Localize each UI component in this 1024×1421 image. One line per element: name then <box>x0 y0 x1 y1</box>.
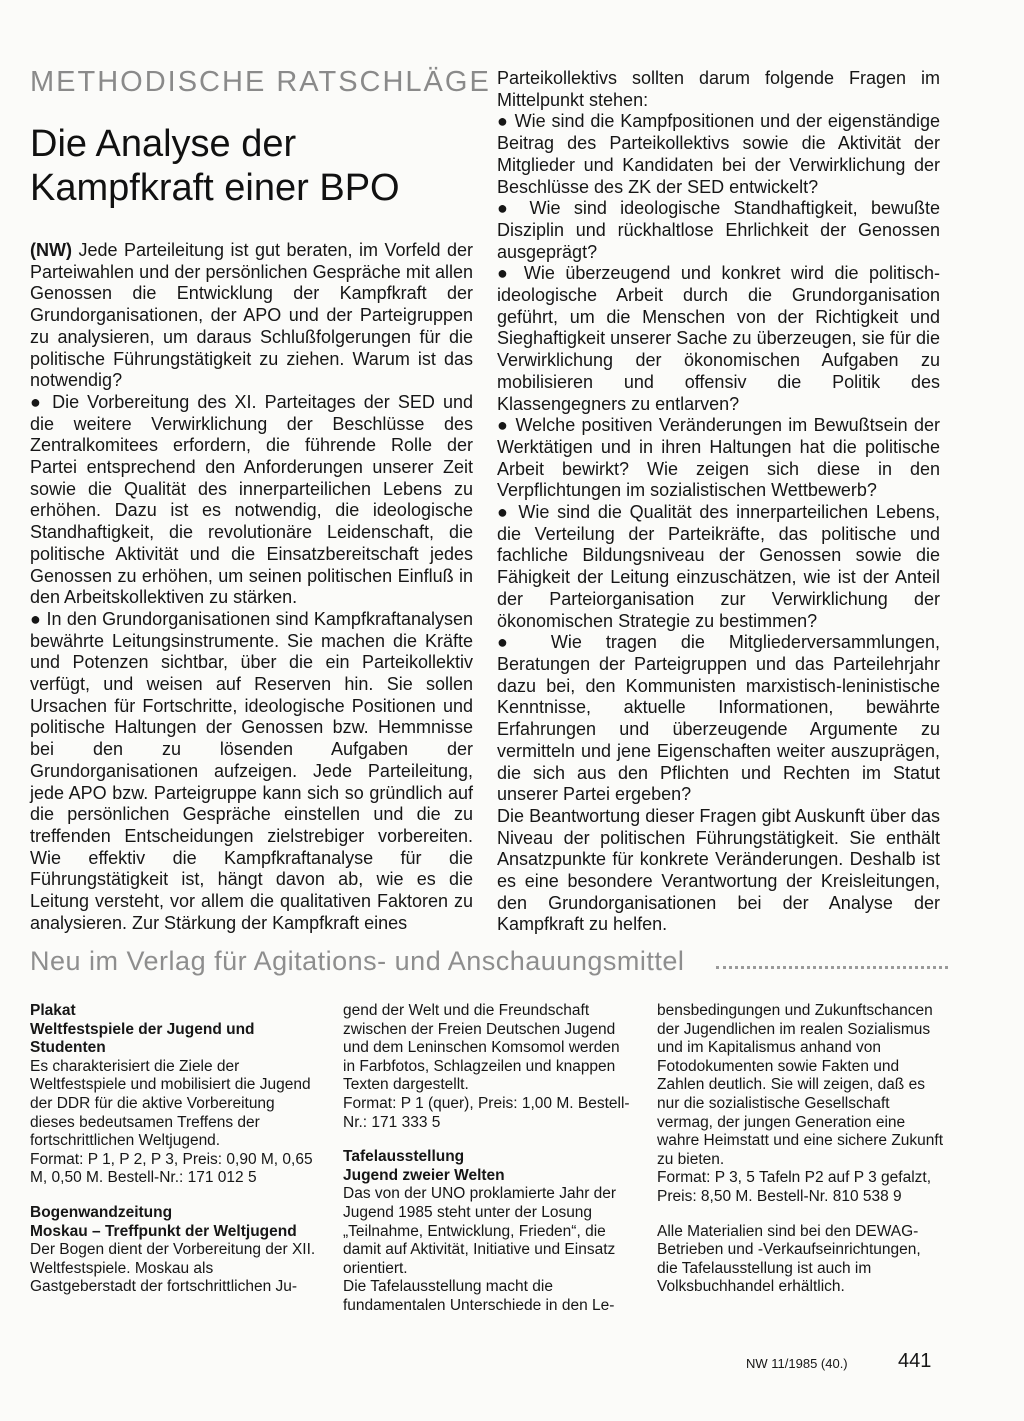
publisher-column-1 <box>30 1002 318 1297</box>
article-paragraph: (NW) Jede Parteileitung ist gut beraten, im Vorfeld der Parteiwahlen und der persönlichen Gespräche mit allen Genossen die Entwicklung der Kampfkraft der Grundorganisationen, der APO und der Parteigruppen zu analysieren, um daraus Schlußfolgerungen für die politische Führungstätigkeit zu ziehen. Warum ist das notwendig? <box>30 240 473 391</box>
item-title: Weltfestspiele der Jugend und Studenten <box>30 1020 255 1057</box>
item-category: Tafelausstellung <box>343 1148 465 1166</box>
question-item: ● Wie sind die Qualität des innerparteilichen Lebens, die Verteilung der Parteikräfte, das politische und fachliche Bildungsniveau der Genossen sowie die Fähigkeit der Leitung einzuschätzen, wie ist der Anteil der Parteiorganisation zur Verwirklichung der ökonomischen Strategie zu bestimmen? <box>497 502 940 631</box>
article-column-left <box>30 240 473 935</box>
item-description: gend der Welt und die Freundschaft zwischen der Freien Deutschen Jugend und dem Leninschen Komsomol werden in Farbfotos, Schlagzeilen und knappen Texten dargestellt. <box>343 1002 620 1094</box>
article-paragraph: Parteikollektivs sollten darum folgende Fragen im Mittelpunkt stehen: <box>497 68 940 110</box>
item-description: Der Bogen dient der Vorbereitung der XII. Weltfestspiele. Moskau als Gastgeberstadt der fortschrittlichen Ju- <box>30 1241 316 1296</box>
question-item: ● Welche positiven Veränderungen im Bewußtsein der Werktätigen und in ihren Haltungen hat die politische Arbeit bewirkt? Wie zeigen sich diese in den Verpflichtungen im sozialistischen Wettbewerb? <box>497 415 940 501</box>
item-title: Moskau – Treffpunkt der Weltjugend <box>30 1222 297 1240</box>
section-kicker: METHODISCHE RATSCHLÄGE <box>30 66 491 98</box>
dotted-divider <box>716 966 948 969</box>
article-headline <box>30 122 460 210</box>
question-item: ● Wie überzeugend und konkret wird die politisch-ideologische Arbeit durch die Grundorganisation geführt, um die Menschen von der Richtigkeit und Sieghaftigkeit unserer Sache zu überzeugen, sie für die Verwirklichung der ökonomischen Aufgaben zu mobilisieren und offensiv die Politik des Klassengegners zu entlarven? <box>497 263 940 414</box>
article-paragraph: Die Beantwortung dieser Fragen gibt Auskunft über das Niveau der politischen Führungstätigkeit. Sie enthält Ansatzpunkte für konkrete Veränderungen. Deshalb ist es eine besondere Verantwortung der Kreisleitungen, den Grundorganisationen bei der Analyse der Kampfkraft zu helfen. <box>497 805 940 935</box>
item-format: Format: P 3, 5 Tafeln P2 auf P 3 gefalzt, Preis: 8,50 M. Bestell-Nr. 810 538 9 <box>657 1169 931 1205</box>
availability-note: Alle Materialien sind bei den DEWAG-Betrieben und -Verkaufseinrichtungen, die Tafelausstellung ist auch im Volksbuchhandel erhältlich. <box>657 1222 921 1296</box>
headline-line-2: Kampfkraft einer BPO <box>30 167 400 209</box>
item-description: Die Tafelausstellung macht die fundamentalen Unterschiede in den Le- <box>343 1278 615 1314</box>
item-format: Format: P 1 (quer), Preis: 1,00 M. Bestell-Nr.: 171 333 5 <box>343 1094 630 1131</box>
source-tag: (NW) <box>30 240 72 260</box>
publisher-section-header <box>30 946 950 982</box>
article-paragraph: ● In den Grundorganisationen sind Kampfkraftanalysen bewährte Leitungsinstrumente. Sie machen die Kräfte und Potenzen sichtbar, über die ein Parteikollektiv verfügt, und weisen auf Reserven hin. Sie sollen Ursachen für Fortschritte, ideologische Positionen und politische Haltungen der Genossen bzw. Hemmnisse bei den zu lösenden Aufgaben der Grundorganisationen aufzeigen. Jede Parteileitung, jede APO bzw. Parteigruppe kann sich so gründlich auf die persönlichen Gespräche einstellen und die zu treffenden Entscheidungen zielstrebiger vorbereiten. Wie effektiv die Kampfkraftanalyse für die Führungstätigkeit ist, hängt davon ab, wie es die Leitung versteht, vor allem die qualitativen Faktoren zu analysieren. Zur Stärkung der Kampfkraft eines <box>30 608 473 933</box>
issue-reference: NW 11/1985 (40.) <box>746 1356 848 1371</box>
question-item: ● Wie sind ideologische Standhaftigkeit, bewußte Disziplin und rückhaltlose Ehrlichkeit der Genossen ausgeprägt? <box>497 198 940 262</box>
question-item: ● Wie sind die Kampfpositionen und der eigenständige Beitrag des Parteikollektivs sowie die Aktivität der Mitglieder und Kandidaten bei der Verwirklichung der Beschlüsse des ZK der SED entwickelt? <box>497 111 940 197</box>
headline-line-1: Die Analyse der <box>30 123 297 165</box>
item-description: Es charakterisiert die Ziele der Weltfestspiele und mobilisiert die Jugend der DDR für die aktive Vorbereitung dieses bedeutsamen Treffens der fortschrittlichen Weltjugend. <box>30 1057 311 1150</box>
item-format: Format: P 1, P 2, P 3, Preis: 0,90 M, 0,65 M, 0,50 M. Bestell-Nr.: 171 012 5 <box>30 1150 313 1187</box>
publisher-section-title: Neu im Verlag für Agitations- und Anschauungsmittel <box>30 946 685 976</box>
item-title: Jugend zweier Welten <box>343 1166 505 1184</box>
article-column-right <box>497 68 940 936</box>
item-category: Plakat <box>30 1002 76 1019</box>
page-number: 441 <box>898 1350 932 1372</box>
publisher-column-2 <box>343 1002 631 1316</box>
question-item: ● Wie tragen die Mitgliederversammlungen, Beratungen der Parteigruppen und das Parteilehrjahr dazu bei, den Kommunisten marxistisch-leninistische Kenntnisse, aktuelle Informationen, bewährte Erfahrungen und überzeugende Argumente zu vermitteln und jene Eigenschaften weiter auszuprägen, die sich aus den Pflichten und Rechten im Statut unserer Partei ergeben? <box>497 632 940 805</box>
publisher-column-3 <box>657 1002 945 1297</box>
article-paragraph: ● Die Vorbereitung des XI. Parteitages der SED und die weitere Verwirklichung der Beschlüsse des Zentralkomitees erfordern, die führende Rolle der Partei entsprechend den Anforderungen unserer Zeit sowie die Qualität des innerparteilichen Lebens zu erhöhen. Dazu ist es notwendig, die ideologische Standhaftigkeit, die revolutionäre Leidenschaft, die politische Aktivität und die Einsatzbereitschaft jedes Genossen zu erhöhen, um seinen politischen Einfluß in den Arbeitskollektiven zu stärken. <box>30 391 473 608</box>
item-description: bensbedingungen und Zukunftschancen der Jugendlichen im realen Sozialismus und im Kapitalismus anhand von Fotodokumenten sowie Fakten und Zahlen deutlich. Sie will zeigen, daß es nur die sozialistische Gesellschaft vermag, der jungen Generation eine wahre Heimstatt und eine sichere Zukunft zu bieten. <box>657 1002 944 1168</box>
item-description: Das von der UNO proklamierte Jahr der Jugend 1985 steht unter der Losung „Teilnahme, Entwicklung, Frieden“, die damit auf Aktivität, Initiative und Einsatz orientiert. <box>343 1185 617 1277</box>
item-category: Bogenwandzeitung <box>30 1203 173 1221</box>
